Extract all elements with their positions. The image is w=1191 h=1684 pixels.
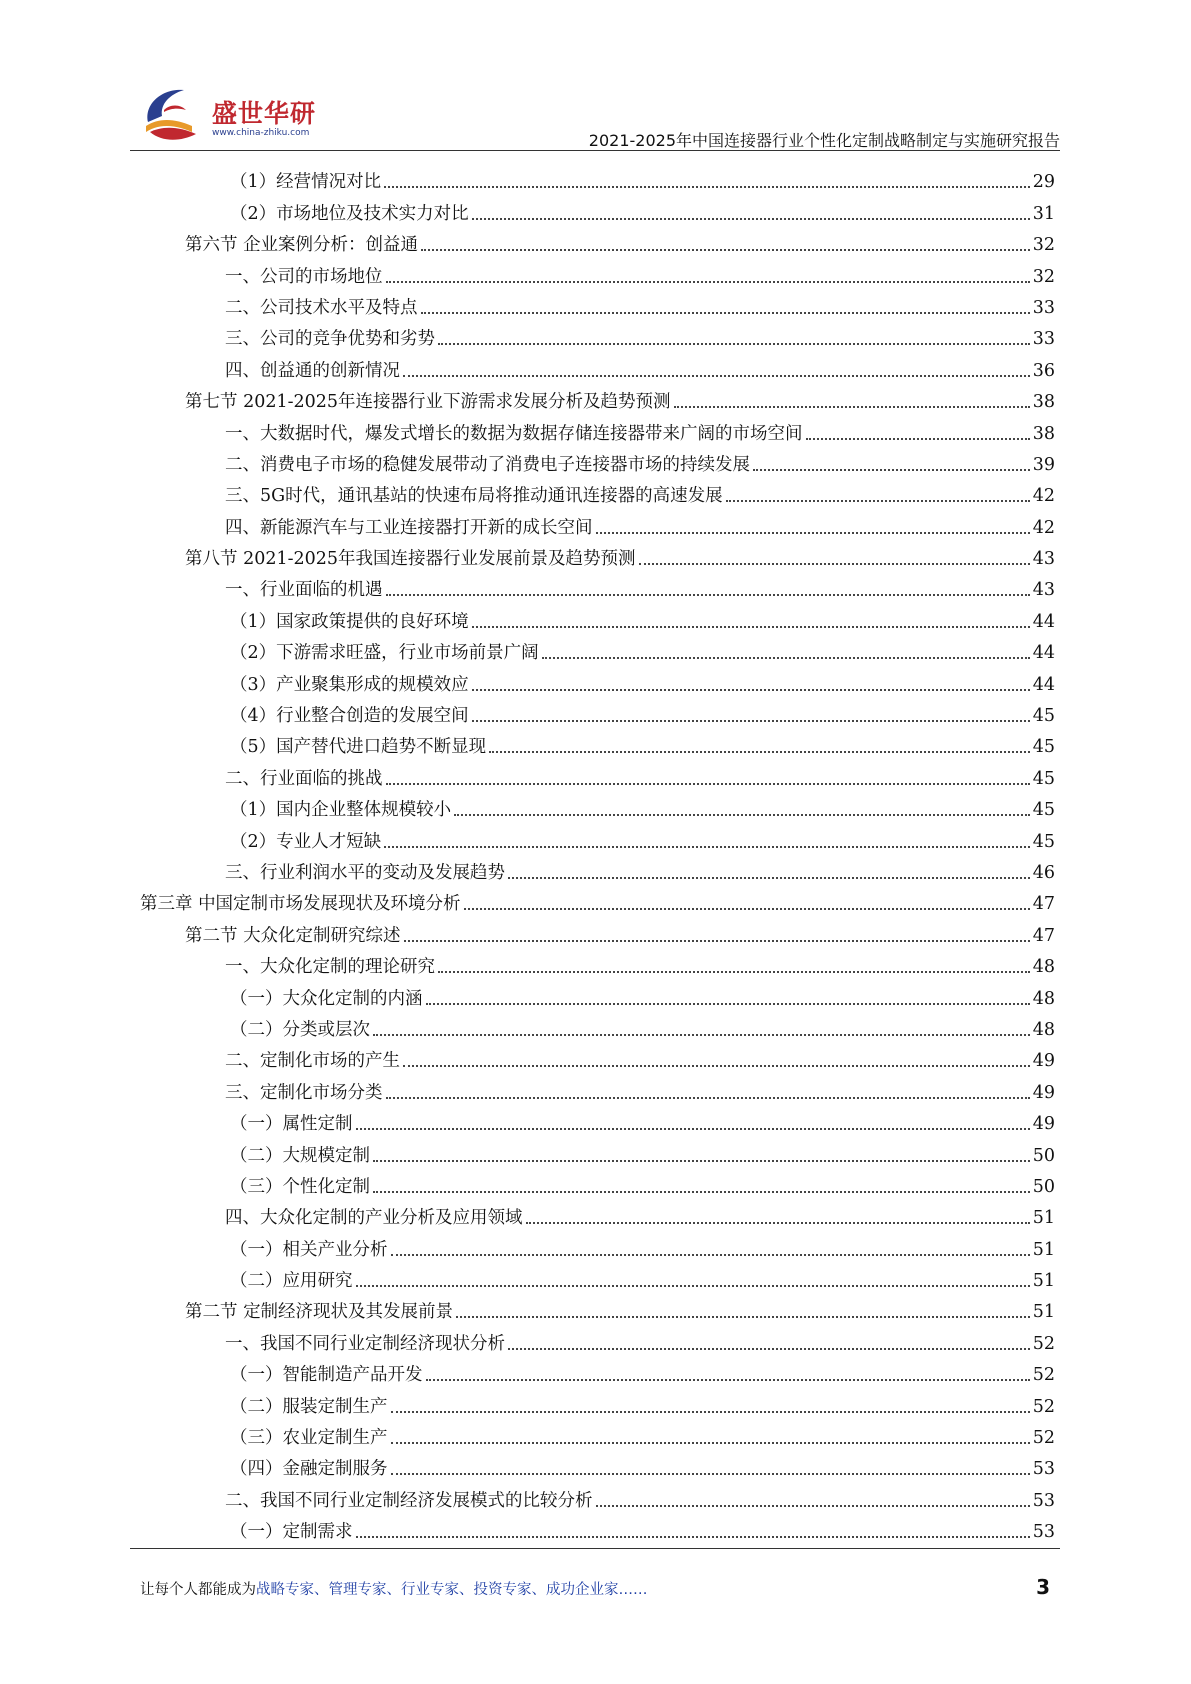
toc-entry-page: 51 — [1032, 1302, 1055, 1323]
toc-dot-leader — [472, 218, 1030, 220]
toc-entry-page: 44 — [1032, 611, 1055, 632]
toc-entry-title: 三、5G时代，通讯基站的快速布局将推动通讯连接器的高速发展 — [225, 486, 723, 507]
toc-entry-title: （2）专业人才短缺 — [230, 831, 382, 852]
toc-entry-page: 53 — [1032, 1490, 1055, 1511]
toc-entry-page: 38 — [1032, 423, 1055, 444]
toc-entry-title: （一）定制需求 — [230, 1522, 353, 1543]
toc-entry-title: （2）市场地位及技术实力对比 — [230, 203, 469, 224]
toc-entry[interactable] — [140, 1449, 1055, 1480]
toc-entry-page: 53 — [1032, 1522, 1055, 1543]
toc-entry-page: 47 — [1032, 894, 1055, 915]
toc-dot-leader — [489, 751, 1030, 753]
toc-dot-leader — [596, 532, 1030, 534]
toc-entry-page: 31 — [1032, 203, 1055, 224]
toc-entry[interactable] — [140, 821, 1055, 852]
toc-dot-leader — [426, 1003, 1030, 1005]
page-header — [130, 82, 1060, 148]
toc-dot-leader — [404, 940, 1030, 942]
toc-entry-page: 51 — [1032, 1271, 1055, 1292]
company-logo — [140, 82, 340, 144]
toc-entry[interactable] — [140, 193, 1055, 224]
toc-entry-page: 39 — [1032, 454, 1055, 475]
toc-entry[interactable] — [140, 790, 1055, 821]
toc-dot-leader — [391, 1473, 1030, 1475]
toc-dot-leader — [391, 1411, 1030, 1413]
toc-entry[interactable] — [140, 1229, 1055, 1260]
toc-entry-page: 42 — [1032, 486, 1055, 507]
toc-entry-title: （一）属性定制 — [230, 1114, 353, 1135]
toc-entry[interactable] — [140, 1480, 1055, 1511]
toc-dot-leader — [386, 594, 1030, 596]
toc-dot-leader — [508, 1348, 1030, 1350]
toc-dot-leader — [472, 720, 1030, 722]
toc-dot-leader — [403, 375, 1030, 377]
toc-entry-page: 42 — [1032, 517, 1055, 538]
toc-dot-leader — [356, 1285, 1030, 1287]
toc-entry-page: 43 — [1032, 549, 1055, 570]
toc-entry[interactable] — [140, 1261, 1055, 1292]
toc-dot-leader — [438, 343, 1030, 345]
toc-dot-leader — [373, 1034, 1030, 1036]
toc-entry[interactable] — [140, 382, 1055, 413]
toc-entry-page: 52 — [1032, 1333, 1055, 1354]
toc-entry[interactable] — [140, 1512, 1055, 1543]
toc-entry[interactable] — [140, 884, 1055, 915]
toc-entry-title: （1）国家政策提供的良好环境 — [230, 611, 469, 632]
toc-entry[interactable] — [140, 507, 1055, 538]
toc-entry-title: 一、我国不同行业定制经济现状分析 — [225, 1333, 505, 1354]
toc-entry-page: 43 — [1032, 580, 1055, 601]
toc-entry[interactable] — [140, 853, 1055, 884]
toc-entry-title: 一、公司的市场地位 — [225, 266, 383, 287]
toc-entry-title: （二）大规模定制 — [230, 1145, 370, 1166]
toc-entry-page: 45 — [1032, 737, 1055, 758]
toc-entry[interactable] — [140, 1135, 1055, 1166]
toc-entry-page: 52 — [1032, 1428, 1055, 1449]
toc-entry-title: （2）下游需求旺盛，行业市场前景广阔 — [230, 643, 539, 664]
toc-entry-page: 48 — [1032, 988, 1055, 1009]
toc-dot-leader — [391, 1254, 1030, 1256]
toc-entry-title: 四、创益通的创新情况 — [225, 360, 400, 381]
toc-entry[interactable] — [140, 570, 1055, 601]
toc-entry[interactable] — [140, 162, 1055, 193]
toc-entry-title: 一、大数据时代，爆发式增长的数据为数据存储连接器带来广阔的市场空间 — [225, 423, 803, 444]
toc-entry-title: （5）国产替代进口趋势不断显现 — [230, 737, 487, 758]
toc-entry[interactable] — [140, 1198, 1055, 1229]
toc-entry-title: 二、我国不同行业定制经济发展模式的比较分析 — [225, 1490, 593, 1511]
toc-entry[interactable] — [140, 1072, 1055, 1103]
footer-slogan-prefix: 让每个人都能成为 — [140, 1582, 256, 1598]
toc-entry[interactable] — [140, 1010, 1055, 1041]
toc-entry[interactable] — [140, 350, 1055, 381]
toc-entry-page: 52 — [1032, 1396, 1055, 1417]
toc-entry-page: 49 — [1032, 1051, 1055, 1072]
page-number: 3 — [1036, 1575, 1050, 1599]
toc-entry-title: （一）相关产业分析 — [230, 1239, 388, 1260]
toc-dot-leader — [542, 657, 1030, 659]
document-title: 2021-2025年中国连接器行业个性化定制战略制定与实施研究报告 — [588, 131, 1060, 150]
toc-dot-leader — [753, 469, 1030, 471]
toc-entry-page: 51 — [1032, 1208, 1055, 1229]
toc-dot-leader — [384, 186, 1030, 188]
toc-entry-page: 45 — [1032, 800, 1055, 821]
toc-entry-title: （1）国内企业整体规模较小 — [230, 800, 452, 821]
toc-entry-title: 四、新能源汽车与工业连接器打开新的成长空间 — [225, 517, 593, 538]
toc-dot-leader — [508, 877, 1030, 879]
table-of-contents — [140, 162, 1055, 1543]
toc-entry-title: （二）分类或层次 — [230, 1019, 370, 1040]
toc-entry-page: 45 — [1032, 706, 1055, 727]
toc-dot-leader — [356, 1128, 1030, 1130]
toc-entry[interactable] — [140, 1323, 1055, 1354]
toc-dot-leader — [472, 689, 1030, 691]
toc-entry-title: （4）行业整合创造的发展空间 — [230, 706, 469, 727]
toc-entry[interactable] — [140, 288, 1055, 319]
toc-entry[interactable] — [140, 947, 1055, 978]
toc-dot-leader — [356, 1536, 1030, 1538]
toc-entry-page: 33 — [1032, 329, 1055, 350]
toc-dot-leader — [386, 281, 1030, 283]
toc-entry[interactable] — [140, 1104, 1055, 1135]
toc-dot-leader — [384, 846, 1030, 848]
toc-entry[interactable] — [140, 664, 1055, 695]
toc-dot-leader — [386, 1097, 1030, 1099]
toc-dot-leader — [596, 1505, 1030, 1507]
toc-entry-page: 49 — [1032, 1082, 1055, 1103]
toc-entry-title: 二、行业面临的挑战 — [225, 768, 383, 789]
toc-entry-title: 一、大众化定制的理论研究 — [225, 957, 435, 978]
toc-entry-page: 53 — [1032, 1459, 1055, 1480]
toc-dot-leader — [421, 249, 1030, 251]
toc-entry-title: （四）金融定制服务 — [230, 1459, 388, 1480]
toc-dot-leader — [403, 1065, 1030, 1067]
toc-entry[interactable] — [140, 225, 1055, 256]
header-divider — [130, 150, 1060, 151]
toc-dot-leader — [386, 783, 1030, 785]
toc-entry[interactable] — [140, 319, 1055, 350]
footer-divider — [130, 1548, 1060, 1549]
toc-entry[interactable] — [140, 978, 1055, 1009]
toc-entry-page: 49 — [1032, 1114, 1055, 1135]
toc-entry[interactable] — [140, 633, 1055, 664]
toc-entry-page: 47 — [1032, 925, 1055, 946]
toc-entry-title: 二、消费电子市场的稳健发展带动了消费电子连接器市场的持续发展 — [225, 454, 750, 475]
toc-entry[interactable] — [140, 539, 1055, 570]
toc-entry-page: 48 — [1032, 957, 1055, 978]
toc-entry-page: 32 — [1032, 266, 1055, 287]
toc-dot-leader — [472, 626, 1030, 628]
toc-entry-page: 45 — [1032, 768, 1055, 789]
toc-entry-page: 44 — [1032, 674, 1055, 695]
toc-entry-title: 四、大众化定制的产业分析及应用领域 — [225, 1208, 523, 1229]
toc-entry-title: 第六节 企业案例分析：创益通 — [185, 235, 419, 256]
toc-entry-page: 46 — [1032, 862, 1055, 883]
toc-entry-title: （一）大众化定制的内涵 — [230, 988, 423, 1009]
toc-dot-leader — [464, 908, 1030, 910]
logo-name: 盛世华研 — [212, 99, 317, 128]
toc-dot-leader — [456, 1316, 1030, 1318]
toc-entry-page: 38 — [1032, 392, 1055, 413]
toc-entry-title: 二、定制化市场的产生 — [225, 1051, 400, 1072]
toc-entry[interactable] — [140, 1292, 1055, 1323]
toc-entry-page: 51 — [1032, 1239, 1055, 1260]
toc-entry-title: 二、公司技术水平及特点 — [225, 297, 418, 318]
toc-dot-leader — [526, 1222, 1030, 1224]
toc-entry[interactable] — [140, 1041, 1055, 1072]
toc-entry-title: 第二节 定制经济现状及其发展前景 — [185, 1302, 454, 1323]
toc-entry-title: 三、定制化市场分类 — [225, 1082, 383, 1103]
toc-entry-page: 33 — [1032, 297, 1055, 318]
logo-emblem-icon — [140, 82, 210, 144]
toc-entry-page: 48 — [1032, 1019, 1055, 1040]
toc-entry[interactable] — [140, 445, 1055, 476]
toc-entry-title: 一、行业面临的机遇 — [225, 580, 383, 601]
toc-dot-leader — [373, 1160, 1030, 1162]
toc-dot-leader — [726, 500, 1030, 502]
toc-dot-leader — [391, 1442, 1030, 1444]
toc-entry-title: （3）产业聚集形成的规模效应 — [230, 674, 469, 695]
toc-entry-title: 第二节 大众化定制研究综述 — [185, 925, 401, 946]
toc-entry[interactable] — [140, 696, 1055, 727]
toc-dot-leader — [639, 563, 1030, 565]
toc-entry[interactable] — [140, 476, 1055, 507]
toc-entry[interactable] — [140, 1418, 1055, 1449]
toc-entry-title: （二）应用研究 — [230, 1271, 353, 1292]
toc-entry-page: 45 — [1032, 831, 1055, 852]
toc-entry[interactable] — [140, 915, 1055, 946]
toc-dot-leader — [373, 1191, 1030, 1193]
toc-entry-page: 50 — [1032, 1145, 1055, 1166]
toc-entry-title: 三、公司的竞争优势和劣势 — [225, 329, 435, 350]
page-footer — [140, 1575, 1050, 1604]
toc-entry-title: 第八节 2021-2025年我国连接器行业发展前景及趋势预测 — [185, 549, 636, 570]
toc-entry[interactable] — [140, 1167, 1055, 1198]
toc-entry-page: 29 — [1032, 172, 1055, 193]
toc-entry-page: 52 — [1032, 1365, 1055, 1386]
toc-dot-leader — [426, 1379, 1030, 1381]
toc-entry-title: （1）经营情况对比 — [230, 172, 382, 193]
toc-entry-title: （三）农业定制生产 — [230, 1428, 388, 1449]
logo-url: www.china-zhiku.com — [212, 128, 310, 138]
toc-entry[interactable] — [140, 727, 1055, 758]
toc-dot-leader — [438, 971, 1030, 973]
toc-entry-title: （三）个性化定制 — [230, 1176, 370, 1197]
toc-dot-leader — [674, 406, 1030, 408]
toc-entry[interactable] — [140, 601, 1055, 632]
toc-dot-leader — [454, 814, 1030, 816]
toc-entry[interactable] — [140, 413, 1055, 444]
toc-dot-leader — [806, 438, 1030, 440]
toc-entry-title: 三、行业利润水平的变动及发展趋势 — [225, 862, 505, 883]
toc-entry[interactable] — [140, 1355, 1055, 1386]
toc-entry-page: 36 — [1032, 360, 1055, 381]
toc-entry-page: 32 — [1032, 235, 1055, 256]
toc-entry[interactable] — [140, 256, 1055, 287]
toc-entry-title: （二）服装定制生产 — [230, 1396, 388, 1417]
toc-dot-leader — [421, 312, 1030, 314]
toc-entry[interactable] — [140, 758, 1055, 789]
toc-entry-title: （一）智能制造产品开发 — [230, 1365, 423, 1386]
toc-entry-title: 第三章 中国定制市场发展现状及环境分析 — [140, 894, 461, 915]
toc-entry-title: 第七节 2021-2025年连接器行业下游需求发展分析及趋势预测 — [185, 392, 671, 413]
footer-slogan-highlight: 战略专家、管理专家、行业专家、投资专家、成功企业家…… — [256, 1582, 648, 1598]
toc-entry-page: 50 — [1032, 1176, 1055, 1197]
toc-entry[interactable] — [140, 1386, 1055, 1417]
toc-entry-page: 44 — [1032, 643, 1055, 664]
